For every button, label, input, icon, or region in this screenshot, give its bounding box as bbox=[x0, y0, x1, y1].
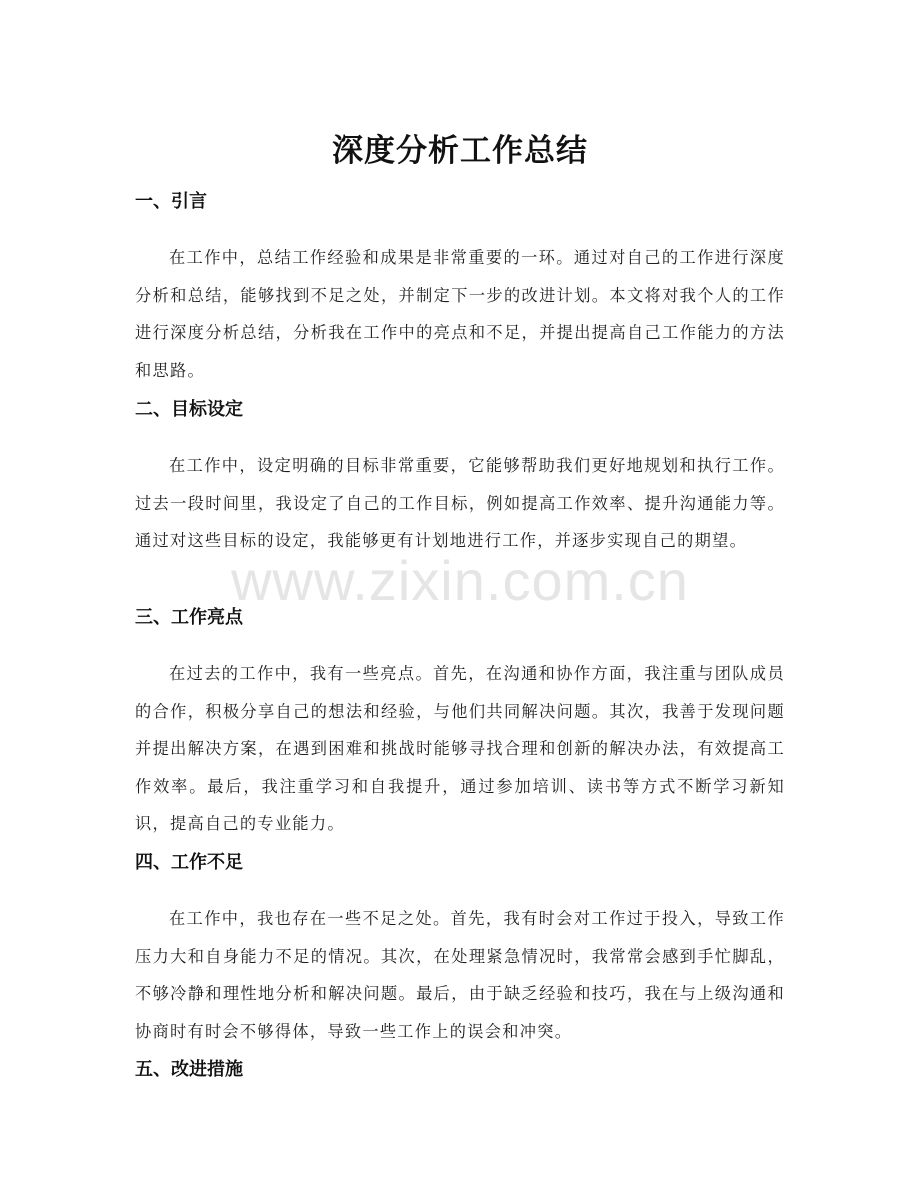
section-heading: 一、引言 bbox=[135, 191, 207, 212]
section-paragraph: 在工作中，我也存在一些不足之处。首先，我有时会对工作过于投入，导致工作压力大和自身能力不足的情况。其次，在处理紧急情况时，我常常会感到手忙脚乱，不够冷静和理性地分析和解决问题。最后，由于缺乏经验和技巧，我在与上级沟通和协商时有时会不够得体，导致一些工作上的误会和冲突。 bbox=[135, 909, 785, 1041]
page-title: 深度分析工作总结 bbox=[332, 132, 588, 169]
section-heading: 二、目标设定 bbox=[135, 399, 243, 420]
section-shortcomings bbox=[135, 850, 785, 1050]
section-heading: 五、改进措施 bbox=[135, 1059, 243, 1080]
section-paragraph: 在工作中，总结工作经验和成果是非常重要的一环。通过对自己的工作进行深度分析和总结，能够找到不足之处，并制定下一步的改进计划。本文将对我个人的工作进行深度分析总结，分析我在工作中的亮点和不足，并提出提高自己工作能力的方法和思路。 bbox=[135, 248, 785, 380]
watermark: www.zixin.com.cn bbox=[231, 549, 689, 612]
section-goal-setting bbox=[135, 397, 785, 560]
section-improvements bbox=[135, 1057, 785, 1083]
section-heading: 四、工作不足 bbox=[135, 852, 243, 873]
section-highlights bbox=[135, 605, 785, 843]
section-heading: 三、工作亮点 bbox=[135, 607, 243, 628]
section-paragraph: 在工作中，设定明确的目标非常重要，它能够帮助我们更好地规划和执行工作。过去一段时间里，我设定了自己的工作目标，例如提高工作效率、提升沟通能力等。通过对这些目标的设定，我能够更有计划地进行工作，并逐步实现自己的期望。 bbox=[135, 456, 785, 551]
section-paragraph: 在过去的工作中，我有一些亮点。首先，在沟通和协作方面，我注重与团队成员的合作，积极分享自己的想法和经验，与他们共同解决问题。其次，我善于发现问题并提出解决方案，在遇到困难和挑战时能够寻找合理和创新的解决办法，有效提高工作效率。最后，我注重学习和自我提升，通过参加培训、读书等方式不断学习新知识，提高自己的专业能力。 bbox=[135, 664, 785, 834]
section-introduction bbox=[135, 189, 785, 389]
